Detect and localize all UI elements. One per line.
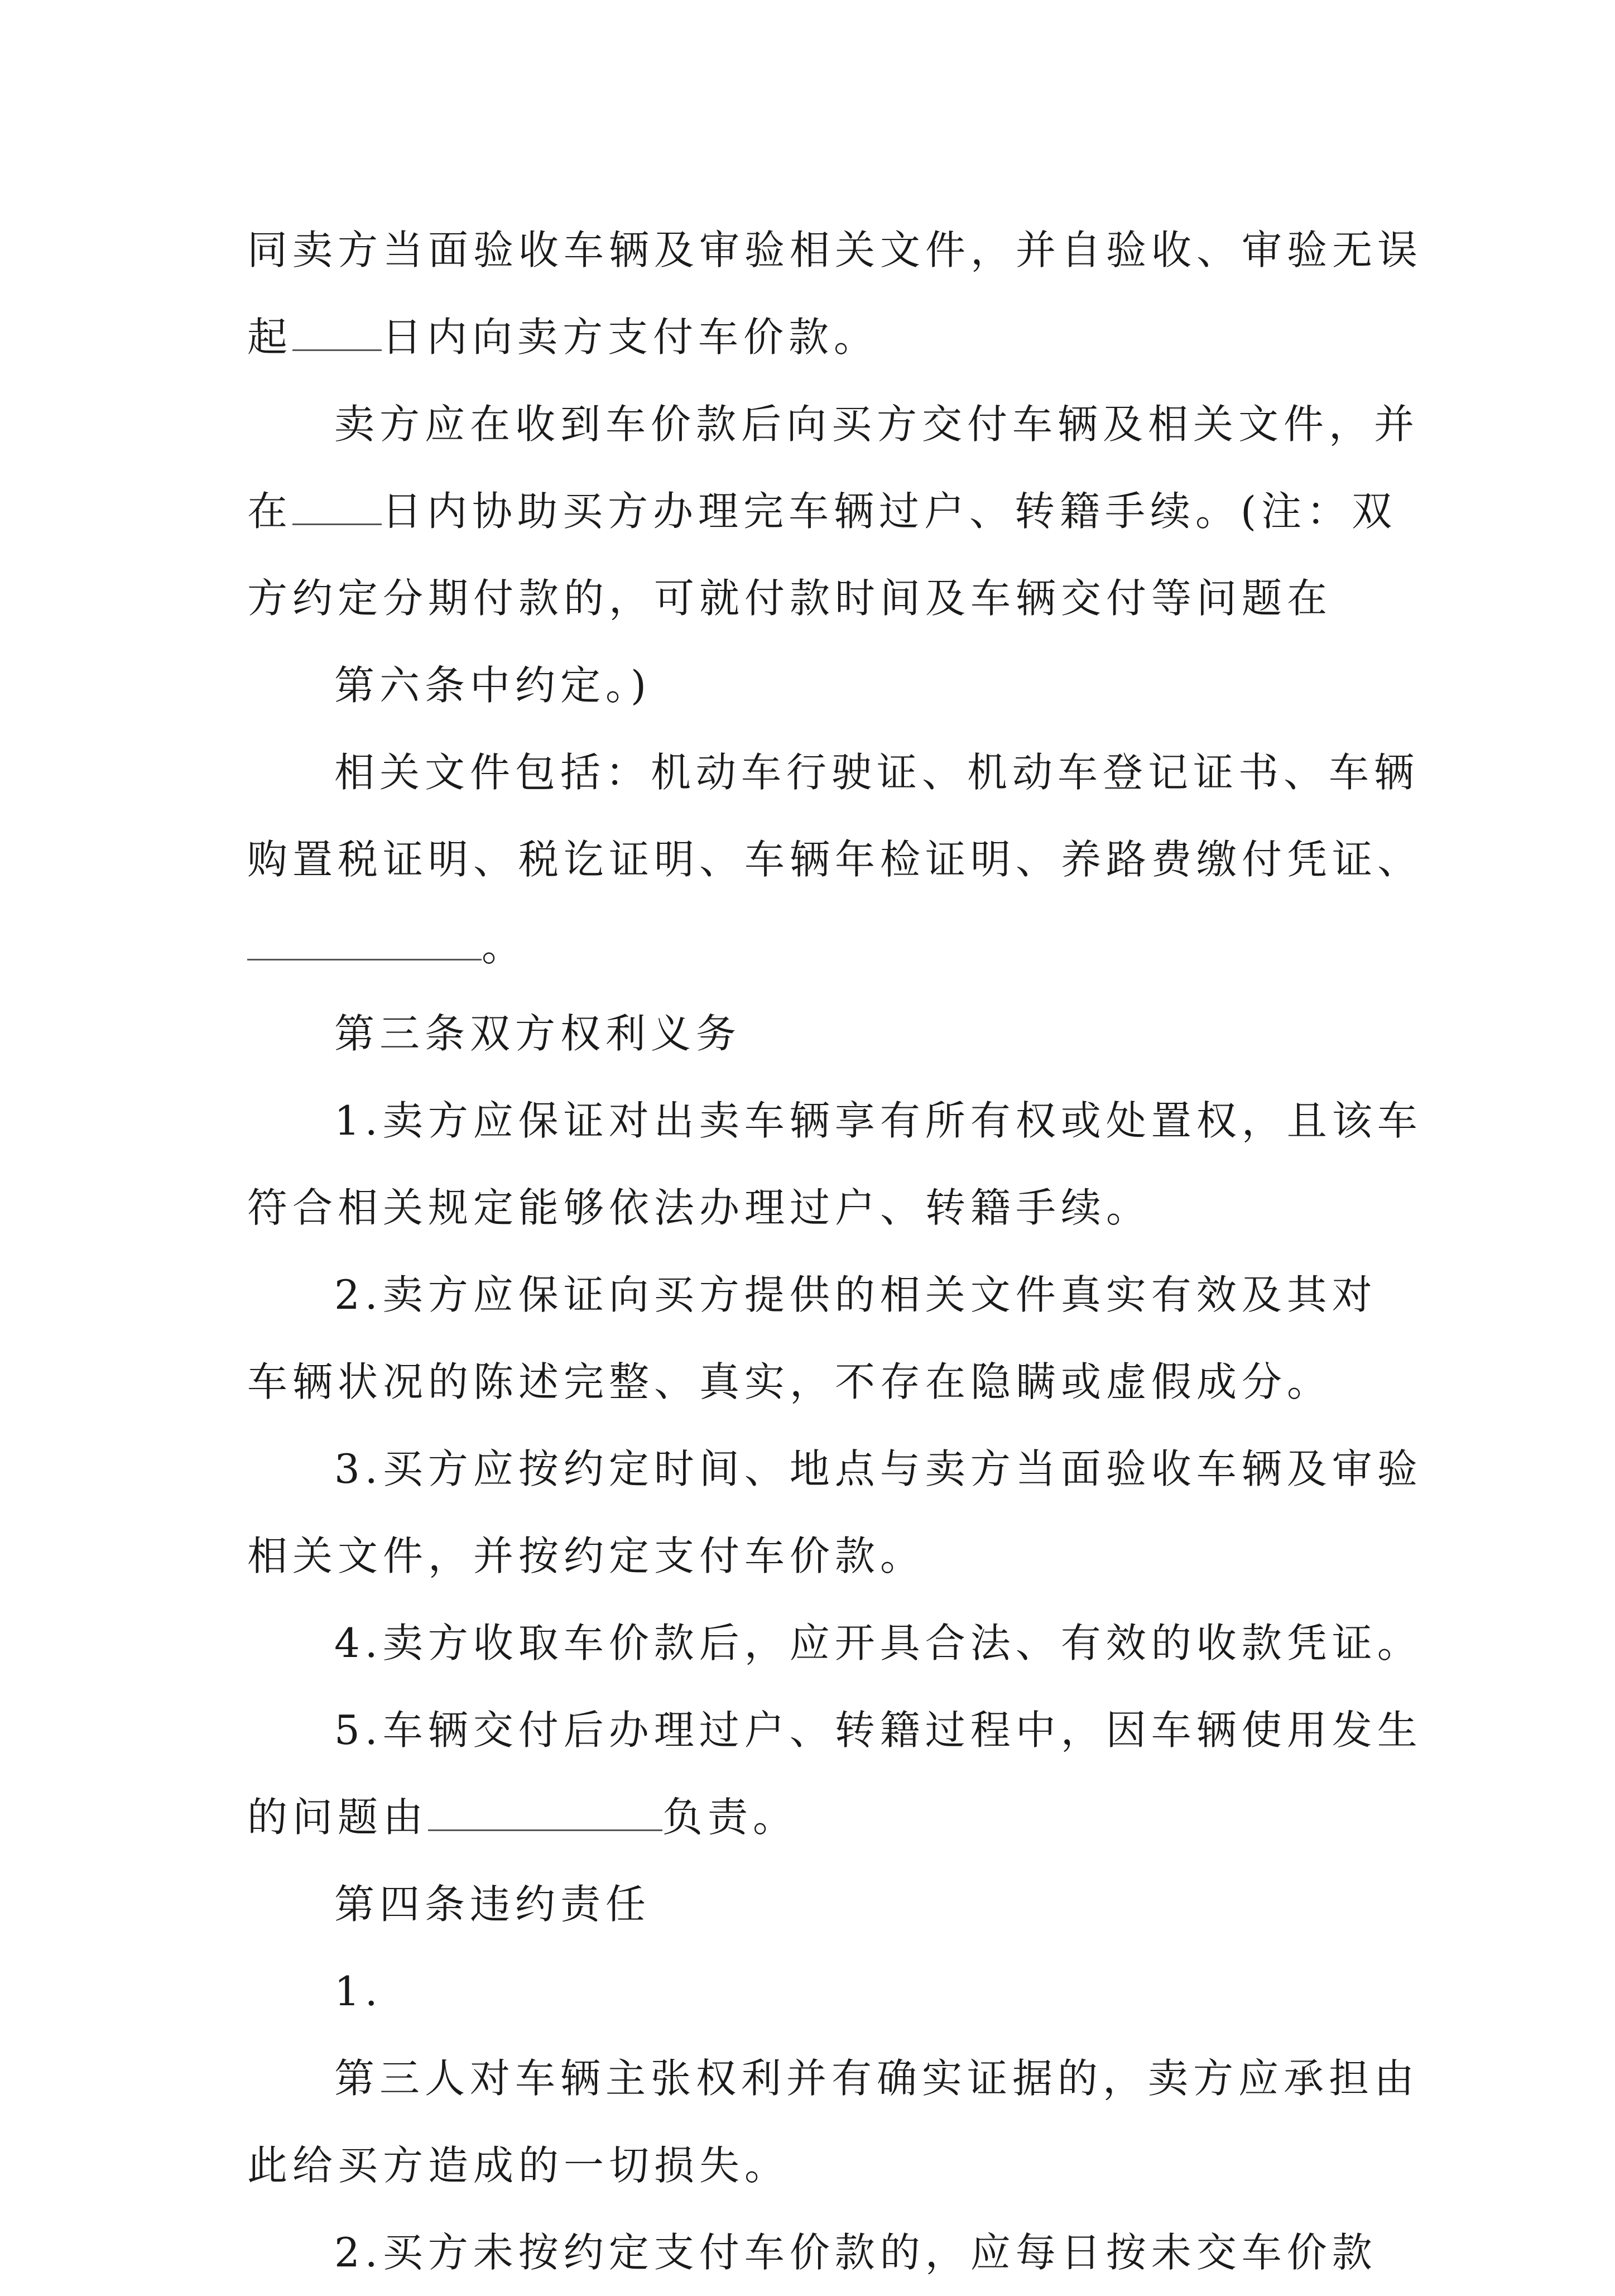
line-text: 的问题由 (247, 1794, 429, 1841)
paragraph-line: 4.卖方收取车价款后，应开具合法、有效的收款凭证。 (334, 1620, 1422, 1666)
paragraph-line: 购置税证明、税讫证明、车辆年检证明、养路费缴付凭证、 (247, 836, 1423, 883)
paragraph-line: 1. (334, 1968, 383, 2015)
paragraph-line: 1.卖方应保证对出卖车辆享有所有权或处置权，且该车 (334, 1097, 1422, 1144)
fill-in-blank (292, 318, 382, 351)
paragraph-line: 相关文件，并按约定支付车价款。 (247, 1533, 926, 1579)
paragraph-line: 2.卖方应保证向买方提供的相关文件真实有效及其对 (334, 1271, 1377, 1318)
paragraph-line: 卖方应在收到车价款后向买方交付车辆及相关文件，并 (334, 401, 1420, 448)
line-text: 日内协助买方办理完车辆过户、转籍手续。(注：双 (382, 488, 1397, 535)
line-text: 。 (482, 923, 527, 970)
document-body (247, 206, 1423, 2296)
paragraph-line: 符合相关规定能够依法办理过户、转籍手续。 (247, 1184, 1152, 1231)
paragraph-line: 第六条中约定。) (334, 662, 652, 709)
paragraph-line: 5.车辆交付后办理过户、转籍过程中，因车辆使用发生 (334, 1707, 1422, 1754)
paragraph-line: 3.买方应按约定时间、地点与卖方当面验收车辆及审验 (334, 1445, 1422, 1492)
paragraph-line: 相关文件包括：机动车行驶证、机动车登记证书、车辆 (334, 749, 1420, 796)
line-text: 日内向卖方支付车价款。 (382, 314, 879, 361)
section-heading: 第三条双方权利义务 (334, 1010, 742, 1057)
fill-in-blank (292, 492, 382, 525)
paragraph-line: 车辆状况的陈述完整、真实，不存在隐瞒或虚假成分。 (247, 1358, 1333, 1405)
line-text: 在 (247, 488, 293, 535)
paragraph-line (247, 468, 1397, 555)
paragraph-line: 方约定分期付款的，可就付款时间及车辆交付等问题在 (247, 575, 1333, 622)
paragraph-line: 同卖方当面验收车辆及审验相关文件，并自验收、审验无误 (247, 227, 1423, 273)
paragraph-line: 2.买方未按约定支付车价款的，应每日按未交车价款 (334, 2229, 1377, 2276)
paragraph-line (247, 294, 1386, 381)
section-heading: 第四条违约责任 (334, 1881, 651, 1928)
fill-in-blank (247, 928, 482, 960)
paragraph-line: 此给买方造成的一切损失。 (247, 2142, 790, 2189)
fill-in-blank (428, 1798, 662, 1831)
line-text: 负责。 (662, 1794, 799, 1841)
paragraph-line: 第三人对车辆主张权利并有确实证据的，卖方应承担由 (334, 2055, 1420, 2102)
line-text: 起 (247, 314, 293, 361)
paragraph-line (247, 903, 1386, 990)
paragraph-line (247, 1774, 1386, 1861)
